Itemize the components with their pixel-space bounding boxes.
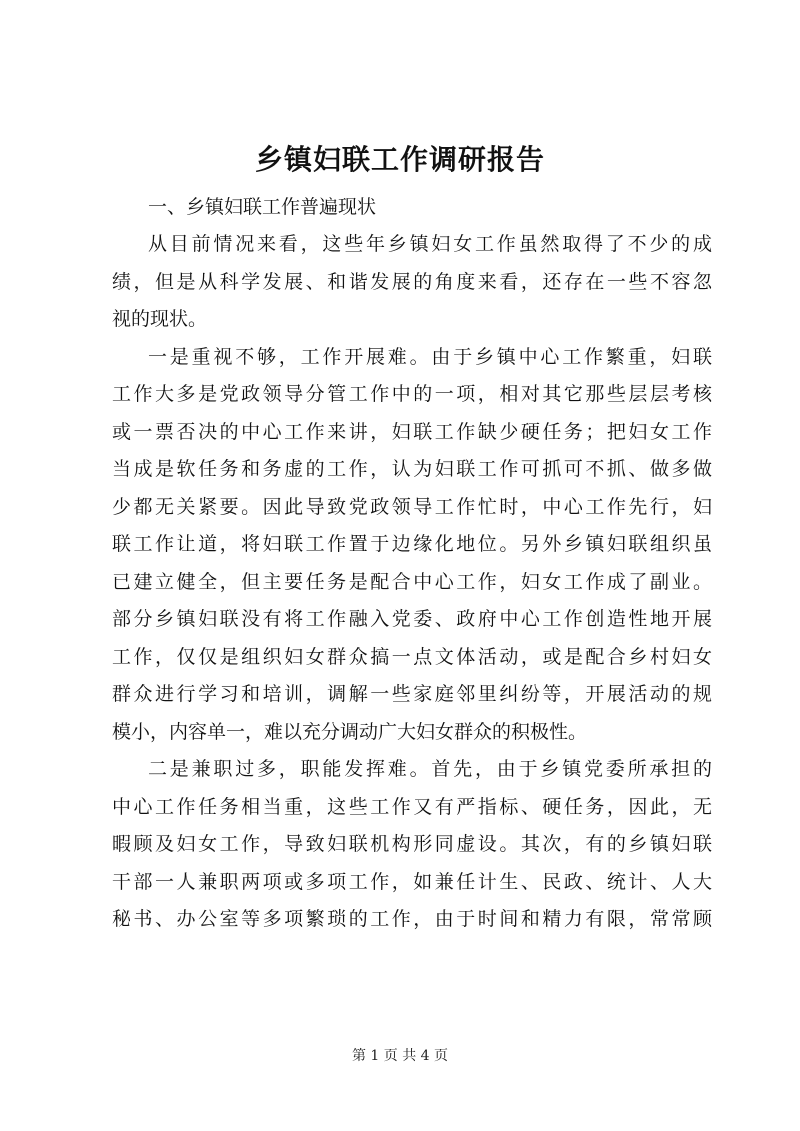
paragraph-line: 工作大多是党政领导分管工作中的一项，相对其它那些层层考核 bbox=[112, 383, 712, 405]
paragraph-line: 或一票否决的中心工作来讲，妇联工作缺少硬任务；把妇女工作 bbox=[112, 420, 712, 443]
document-body bbox=[112, 189, 712, 939]
paragraph-line: 工作，仅仅是组织妇女群众搞一点文体活动，或是配合乡村妇女 bbox=[112, 645, 712, 668]
paragraph bbox=[112, 751, 712, 939]
paragraph bbox=[112, 226, 712, 339]
paragraph-line: 中心工作任务相当重，这些工作又有严指标、硬任务，因此，无 bbox=[112, 795, 712, 818]
paragraph-line: 视的现状。 bbox=[112, 308, 208, 330]
paragraph-line: 绩，但是从科学发展、和谐发展的角度来看，还存在一些不容忽 bbox=[112, 270, 712, 293]
paragraph-line: 当成是软任务和务虚的工作，认为妇联工作可抓可不抓、做多做 bbox=[112, 458, 712, 480]
paragraph-line: 从目前情况来看，这些年乡镇妇女工作虽然取得了不少的成 bbox=[148, 233, 712, 255]
paragraph-line: 二是兼职过多，职能发挥难。首先，由于乡镇党委所承担的 bbox=[148, 758, 712, 780]
paragraph-line: 联工作让道，将妇联工作置于边缘化地位。另外乡镇妇联组织虽 bbox=[112, 533, 712, 555]
document-title: 乡镇妇联工作调研报告 bbox=[254, 143, 545, 176]
paragraph-line: 一是重视不够，工作开展难。由于乡镇中心工作繁重，妇联 bbox=[148, 345, 712, 368]
paragraph-line: 少都无关紧要。因此导致党政领导工作忙时，中心工作先行，妇 bbox=[112, 495, 712, 518]
paragraph-line: 部分乡镇妇联没有将工作融入党委、政府中心工作创造性地开展 bbox=[112, 608, 712, 630]
paragraph bbox=[112, 339, 712, 752]
page-footer: 第 1 页 共 4 页 bbox=[351, 1048, 449, 1064]
paragraph-line: 已建立健全，但主要任务是配合中心工作，妇女工作成了副业。 bbox=[112, 570, 712, 593]
section-heading: 一、乡镇妇联工作普遍现状 bbox=[148, 196, 377, 218]
paragraph-line: 干部一人兼职两项或多项工作，如兼任计生、民政、统计、人大 bbox=[112, 870, 712, 893]
paragraph-line: 秘书、办公室等多项繁琐的工作，由于时间和精力有限，常常顾 bbox=[112, 908, 712, 930]
paragraph-line: 暇顾及妇女工作，导致妇联机构形同虚设。其次，有的乡镇妇联 bbox=[112, 833, 712, 855]
paragraph-line: 群众进行学习和培训，调解一些家庭邻里纠纷等，开展活动的规 bbox=[112, 683, 712, 705]
paragraph-line: 模小，内容单一，难以充分调动广大妇女群众的积极性。 bbox=[112, 720, 588, 743]
